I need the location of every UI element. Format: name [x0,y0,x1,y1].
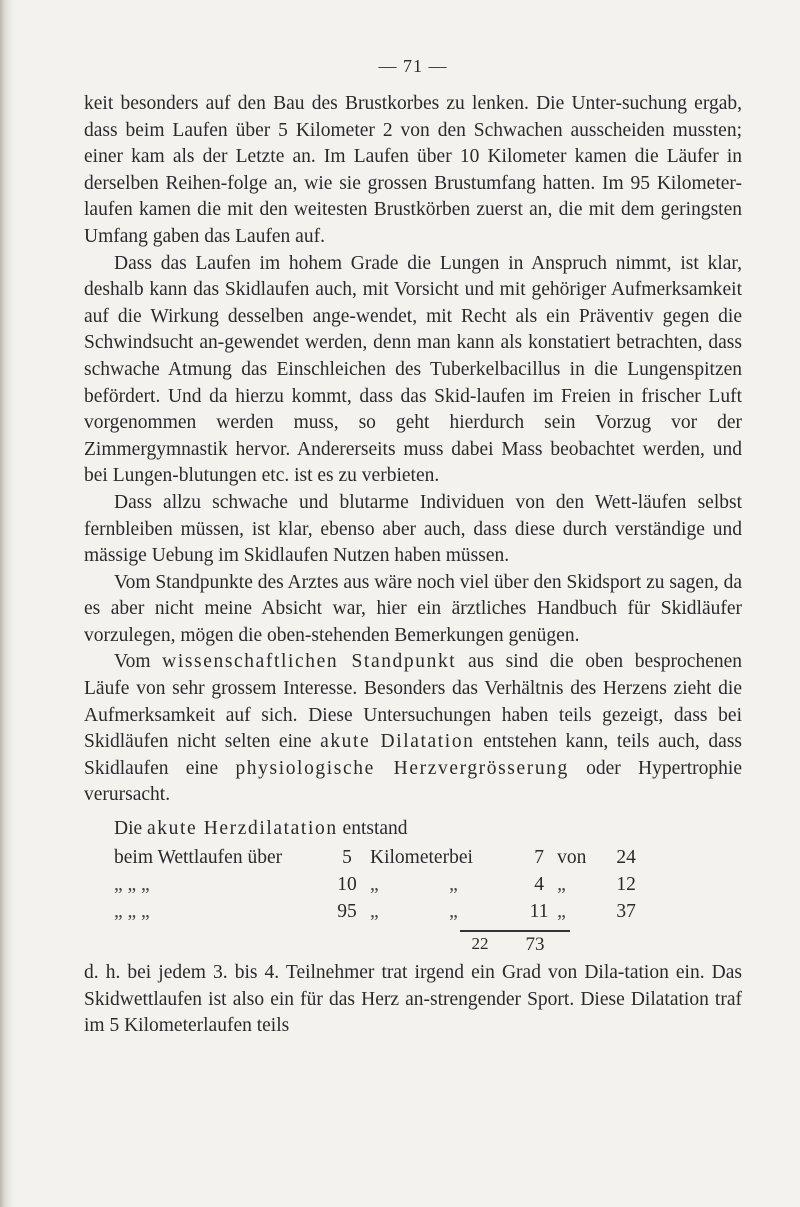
page-binding-shadow [0,0,14,1207]
results-table [114,847,643,928]
paragraph-2: Dass das Laufen im hohem Grade die Lungen in Anspruch nimmt, ist klar, deshalb kann das Skidlaufen auch, mit Vorsicht und mit gehöriger Aufmerksamkeit auf die Wirkung desselben ange-wendet, mit Recht als ein Präventiv gegen die Schwindsucht an-gewendet werden, denn man kann als konstatiert betrachten, dass schwache Atmung das Einschleichen des Tuberkelbacillus in die Lungenspitzen befördert. Und da hierzu kommt, dass das Skid-laufen im Freien in frischer Luft vorgenommen werden muss, so geht hierdurch sein Vorzug vor der Zimmergymnastik hervor. Andererseits muss dabei Mass beobachtet werden, und bei Lungen-blutungen etc. ist es zu verbieten. [84,252,742,487]
row-unit: „ [370,874,379,896]
row-count: 11 [529,901,549,923]
row-label: „ „ „ [114,901,150,923]
row-total: 12 [616,874,636,896]
paragraph-4: Vom Standpunkte des Arztes aus wäre noch viel über den Skidsport zu sagen, da es aber nicht meine Absicht war, hier ein ärztliches Handbuch für Skidläufer vorzulegen, mögen die oben-stehenden Bemerkungen genügen. [84,571,742,646]
row-count: 4 [534,874,544,896]
row-von: von [557,847,587,869]
row-bei: „ [449,874,458,896]
paragraph-6: d. h. bei jedem 3. bis 4. Teilnehmer trat irgend ein Grad von Dila-tation ein. Das Skidwettlaufen ist also ein für das Herz an-strengender Sport. Diese Dilatation traf im 5 Kilometerlaufen teils [84,962,742,1037]
row-label: „ „ „ [114,874,150,896]
row-label: beim Wettlaufen über [114,847,283,869]
table-row [114,901,643,928]
paragraph-5 [84,649,742,809]
stats-caption-emphasis: akute Herzdilatation [147,818,338,840]
body-text-continued [84,960,742,1040]
paragraph-3: Dass allzu schwache und blutarme Individuen von den Wett-läufen selbst fernbleiben müssen, ist klar, ebenso aber auch, dass diese durch verständige und mässige Uebung im Skidlaufen Nutzen haben müssen. [84,491,742,567]
row-distance: 5 [342,847,352,869]
stats-caption-tail: entstand [342,818,408,840]
book-page [84,56,742,1040]
row-von: „ [557,874,566,896]
p5-text-2: entstehen kann, teils auch, dass Skidlaufen eine [84,731,742,779]
row-unit: Kilometer [370,847,450,869]
paragraph-1: keit besonders auf den Bau des Brustkorbes zu lenken. Die Unter-suchung ergab, dass beim Laufen über 5 Kilometer 2 von den Schwachen ausscheiden mussten; einer kam als der Letzte an. Im Laufen über 10 Kilometer kamen die Läufer in derselben Reihen-folge an, wie sie grossen Brustumfang hatten. Im 95 Kilometer-laufen kamen die mit den weitesten Brustkörben zuerst an, die mit dem geringsten Umfang gaben das Laufen auf. [84,93,742,247]
stats-caption [84,815,742,843]
p5-lead: Vom [114,651,151,673]
p5-emphasis-2: akute Dilatation [320,731,475,753]
table-row [114,874,643,901]
p5-emphasis-1: wissenschaftlichen Standpunkt [162,651,457,673]
row-unit: „ [370,901,379,923]
row-von: „ [557,901,566,923]
p5-emphasis-3: physiologische Herzvergrösserung [235,757,569,779]
page-number: — 71 — [378,56,448,76]
row-distance: 95 [337,901,357,923]
totals-row [460,930,570,956]
body-text [84,91,742,809]
sum-count: 22 [471,934,489,954]
dilatation-statistics [84,815,742,956]
row-bei: bei [449,847,473,869]
sum-total: 73 [525,934,545,956]
stats-caption-lead: Die [114,818,143,840]
row-count: 7 [534,847,544,869]
p5-text-1: aus sind die oben besprochenen Läufe von sehr grossem Interesse. Besonders das Verhältnis des Herzens zieht die Aufmerksamkeit auf sich. Diese Untersuchungen haben teils gezeigt, dass bei Skidläufen nicht selten eine [84,651,743,753]
row-total: 37 [616,901,636,923]
table-row [114,847,643,874]
p5-text-3: oder Hypertrophie verursacht. [84,757,742,806]
row-bei: „ [449,901,458,923]
row-total: 24 [616,847,636,869]
row-distance: 10 [337,874,357,896]
